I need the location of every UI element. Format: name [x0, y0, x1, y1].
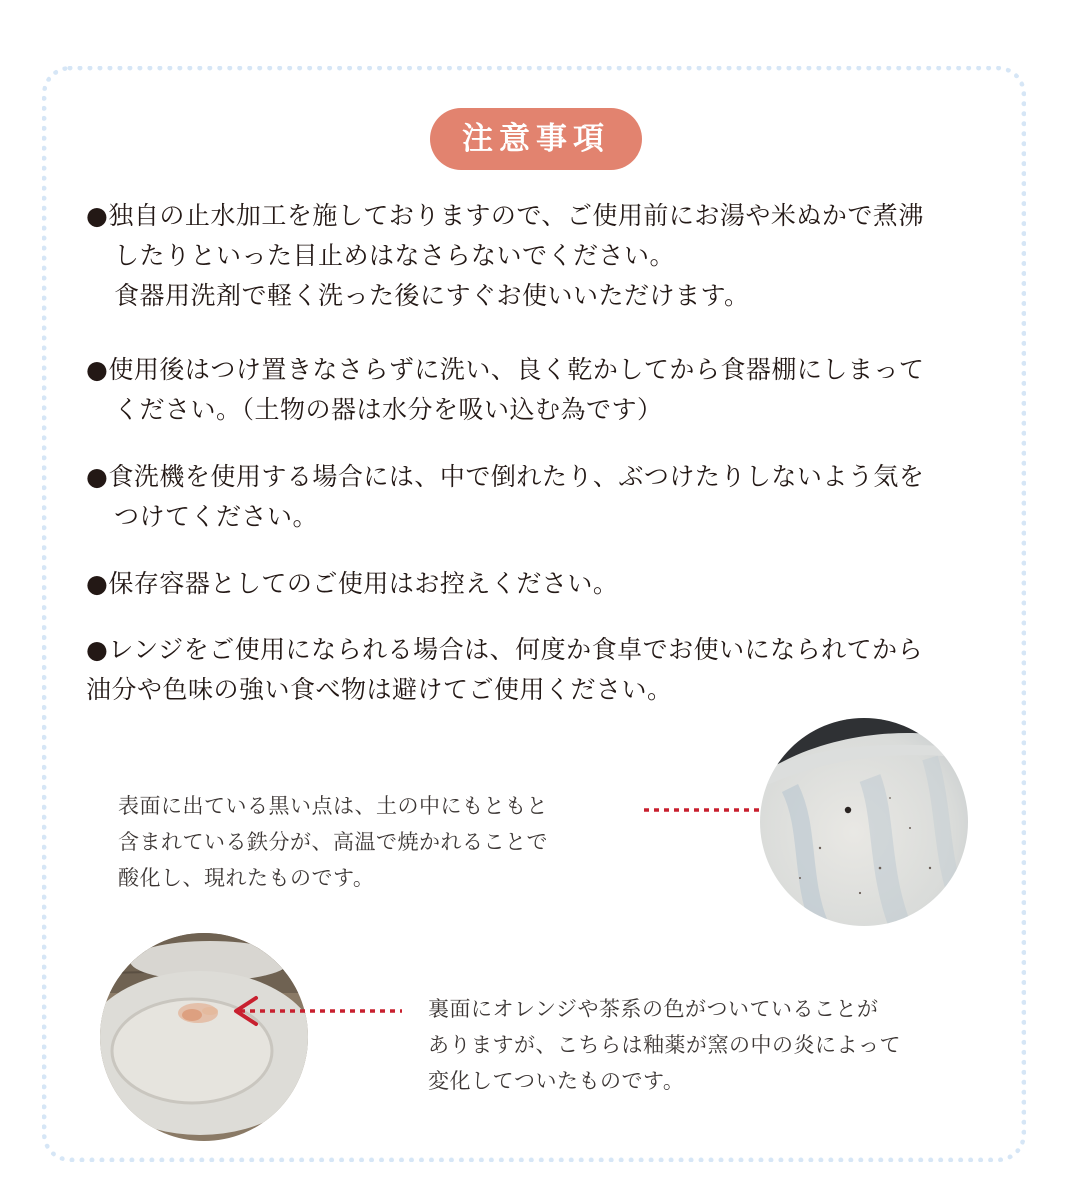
note-item	[86, 350, 1026, 430]
black-dots-caption: 表面に出ている黒い点は、土の中にもともと 含まれている鉄分が、高温で焼かれることで 酸化し、現れたものです。	[118, 794, 548, 890]
note-line: ください。（土物の器は水分を吸い込む為です）	[114, 395, 663, 424]
note-line: つけてください。	[114, 502, 319, 531]
note-item	[86, 630, 1026, 710]
bullet-icon: ●	[86, 635, 109, 664]
note-line: したりといった目止めはなさらないでください。	[114, 241, 676, 270]
bullet-icon: ●	[86, 355, 109, 384]
note-item	[86, 457, 1026, 537]
note-line: ●保存容器としてのご使用はお控えください。	[86, 569, 619, 598]
note-item	[86, 564, 1026, 604]
orange-marks-caption: 裏面にオレンジや茶系の色がついていることが ありますが、こちらは釉薬が窯の中の炎によって 変化してついたものです。	[428, 997, 901, 1093]
note-line: ●レンジをご使用になられる場合は、何度か食卓でお使いになられてから	[86, 635, 924, 664]
bullet-icon: ●	[86, 201, 109, 230]
note-line: 食器用洗剤で軽く洗った後にすぐお使いいただけます。	[114, 281, 750, 310]
glaze-surface-photo	[760, 718, 968, 926]
note-item	[86, 196, 1026, 316]
note-line: ●食洗機を使用する場合には、中で倒れたり、ぶつけたりしないよう気を	[86, 462, 925, 491]
note-line: ●使用後はつけ置きなさらずに洗い、良く乾かしてから食器棚にしまって	[86, 355, 925, 384]
note-line: ●独自の止水加工を施しておりますので、ご使用前にお湯や米ぬかで煮沸	[86, 201, 924, 230]
underside-orange-photo	[100, 933, 308, 1141]
left-arrow-icon	[230, 993, 405, 1029]
bullet-icon: ●	[86, 462, 109, 491]
section-title: 注意事項	[430, 108, 642, 170]
note-line: 油分や色味の強い食べ物は避けてご使用ください。	[86, 675, 673, 704]
bullet-icon: ●	[86, 569, 109, 598]
